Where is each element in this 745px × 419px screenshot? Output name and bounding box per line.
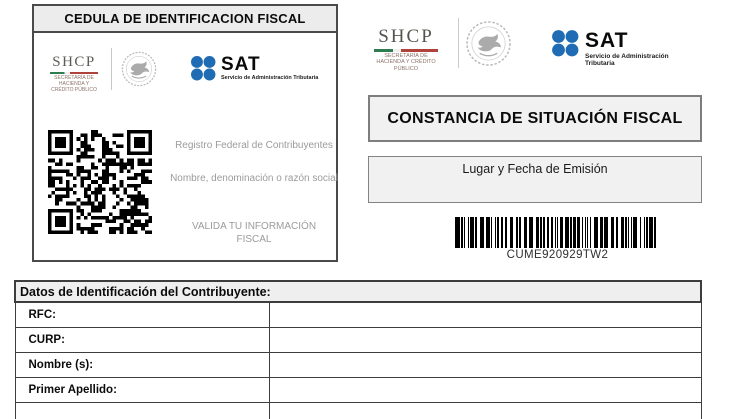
sat-wordmark: SAT [221,54,261,75]
logo-divider [458,18,459,68]
qr-caption-rfc: Registro Federal de Contribuyentes [175,140,333,151]
cedula-card [32,4,338,262]
shcp-logo [48,54,100,93]
sat-dots-icon [551,29,579,57]
shcp-wordmark: SHCP [52,54,96,70]
sat-logo-header [551,27,711,67]
barcode-value: CUME920929TW2 [506,249,609,261]
sat-subtitle: Servicio de Administración Tributaria [585,53,669,67]
emision-box [368,156,702,203]
sat-wordmark: SAT [585,29,629,52]
row-label [15,402,269,419]
row-value [269,302,701,327]
row-value [269,402,701,419]
constancia-title-box [368,95,702,142]
shcp-logo-header [372,26,440,73]
flag-line-icon [50,72,98,74]
barcode [455,217,660,261]
national-seal-icon [120,48,158,90]
logo-divider [111,48,112,90]
table-row-primer-apellido [15,377,701,402]
cedula-card-logos [34,46,336,96]
sat-logo [190,51,340,91]
shcp-subtitle: SECRETARÍA DE HACIENDA Y CRÉDITO PÚBLICO [376,52,436,73]
row-label: Nombre (s): [15,352,269,377]
table-row-nombres [15,352,701,377]
flag-line-icon [374,49,438,52]
table-row-curp [15,327,701,352]
row-value [269,352,701,377]
constancia-title: CONSTANCIA DE SITUACIÓN FISCAL [387,109,683,127]
table-row-partial [15,402,701,419]
row-value [269,327,701,352]
qr-code-icon [48,130,152,234]
barcode-bars-icon [455,217,660,248]
emision-label: Lugar y Fecha de Emisión [462,162,608,176]
qr-caption-valida: VALIDA TU INFORMACIÓN FISCAL [191,221,317,245]
row-label: Primer Apellido: [15,377,269,402]
sat-dots-icon [190,55,216,81]
row-label: RFC: [15,302,269,327]
national-seal-icon [465,19,512,68]
datos-table [14,280,702,419]
shcp-wordmark: SHCP [378,26,434,47]
table-row-rfc [15,302,701,327]
table-header-row [15,281,701,302]
row-label: CURP: [15,327,269,352]
sat-subtitle: Servicio de Administración Tributaria [221,75,319,81]
row-value [269,377,701,402]
shcp-subtitle: SECRETARÍA DE HACIENDA Y CRÉDITO PÚBLICO [51,75,97,93]
cedula-card-title: CEDULA DE IDENTIFICACION FISCAL [34,6,336,33]
table-header: Datos de Identificación del Contribuyente: [15,281,701,302]
qr-caption-nombre: Nombre, denominación o razón social [170,173,338,184]
